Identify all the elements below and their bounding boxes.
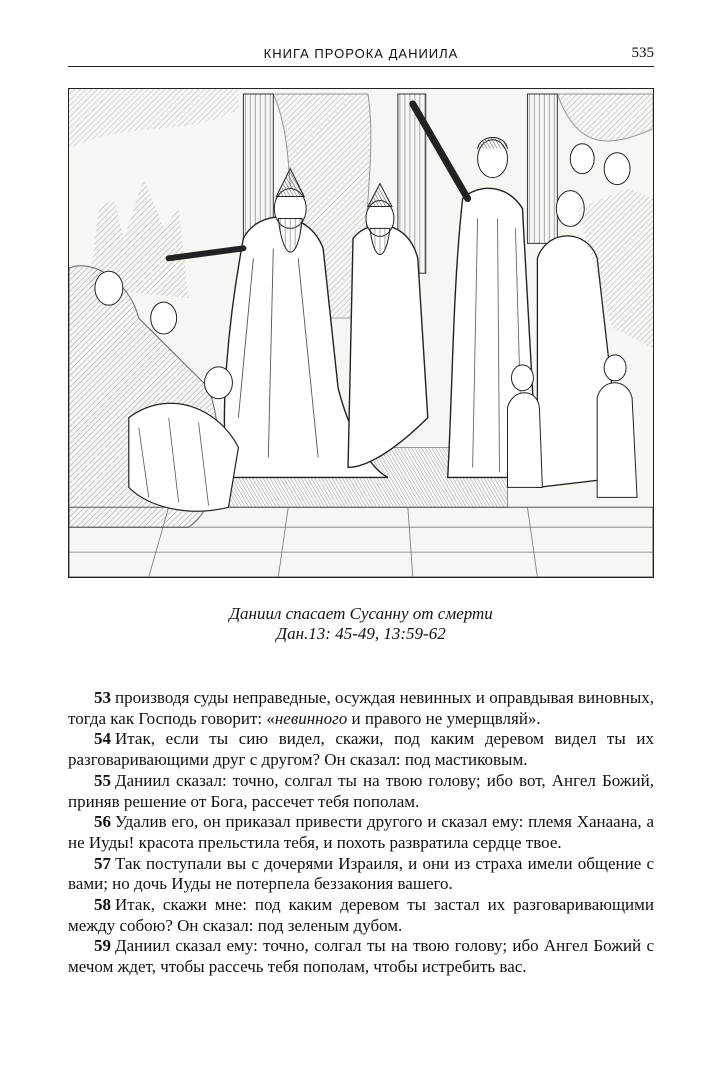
verse-number: 53 <box>94 688 111 707</box>
verse-text: Итак, скажи мне: под каким деревом ты застал их разговаривающими между собою? Он сказал: под зеленым дубом. <box>68 895 654 935</box>
verse-number: 58 <box>94 895 111 915</box>
running-header <box>68 44 654 67</box>
verse-53 <box>68 688 654 729</box>
caption-title: Даниил спасает Сусанну от смерти <box>229 604 493 623</box>
engraving-image <box>69 89 653 577</box>
verse-number: 59 <box>94 936 111 956</box>
verse-italic: невинного <box>274 708 348 728</box>
verse-text: производя суды неправедные, осуждая невинных и оправдывая виновных, тогда как Господь говорит: « <box>68 688 654 728</box>
running-title: КНИГА ПРОРОКА ДАНИИЛА <box>263 46 459 61</box>
verse-text: Даниил сказал: точно, солгал ты на твою голову; ибо вот, Ангел Божий, приняв решение от Бога, рассечет тебя пополам. <box>68 770 654 811</box>
verse-text: Удалив его, он приказал привести другого и сказал ему: племя Ханаана, а не Иуды! красота прельстила тебя, и похоть развратила сердце твое. <box>68 812 654 852</box>
verse-54 <box>68 729 654 770</box>
engraving-illustration <box>68 88 654 578</box>
verse-number: 57 <box>94 853 111 873</box>
verse-59 <box>68 936 654 977</box>
caption-reference: Дан.13: 45-49, 13:59-62 <box>276 624 446 643</box>
verse-text-block <box>68 688 654 978</box>
verse-number: 55 <box>94 770 111 790</box>
verse-number: 54 <box>94 729 111 749</box>
verse-58 <box>68 895 654 936</box>
verse-57 <box>68 854 654 895</box>
verse-text: Итак, если ты сию видел, скажи, под каким деревом видел ты их разговаривающими друг с другом? Он сказал: под мастиковым. <box>68 729 654 770</box>
verse-text: Даниил сказал ему: точно, солгал ты на твою голову; ибо Ангел Божий с мечом ждет, чтобы рассечь тебя пополам, чтобы истребить вас. <box>68 936 654 977</box>
verse-number: 56 <box>94 812 111 832</box>
verse-55 <box>68 771 654 812</box>
verse-text-end: и правого не умерщвляй». <box>347 708 541 728</box>
verse-text: Так поступали вы с дочерями Израиля, и они из страха имели общение с вами; но дочь Иуды не потерпела беззакония вашего. <box>68 853 654 894</box>
page-number: 535 <box>631 45 654 61</box>
verse-56 <box>68 812 654 853</box>
